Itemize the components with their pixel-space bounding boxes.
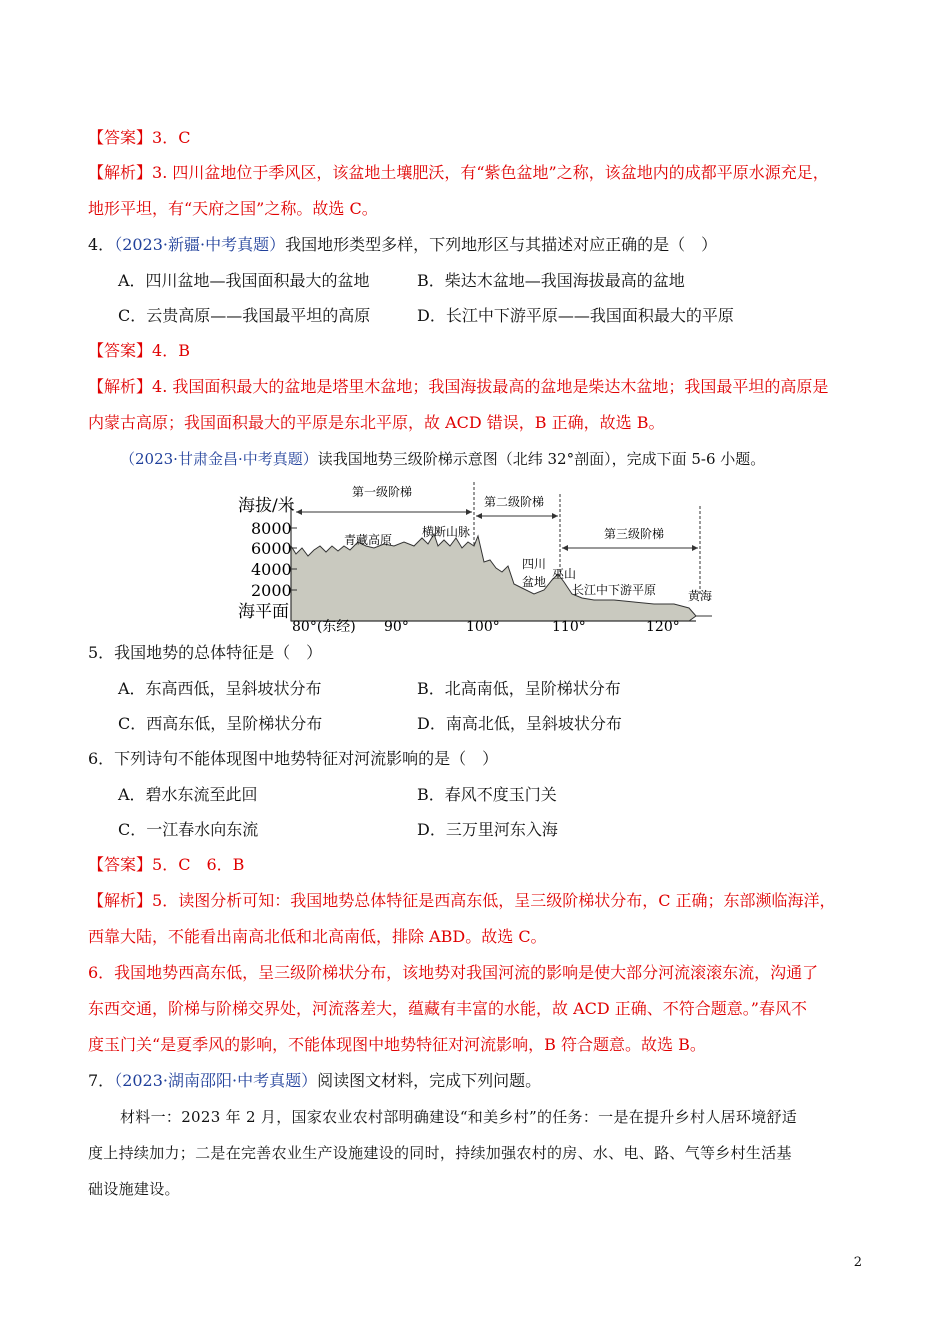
q5-option-c: C．西高东低，呈阶梯状分布	[118, 714, 323, 733]
q5-option-b: B．北高南低，呈阶梯状分布	[417, 679, 621, 698]
q5-option-a: A．东高西低，呈斜坡状分布	[118, 679, 322, 698]
q4-option-c: C．云贵高原——我国最平坦的高原	[118, 306, 371, 325]
q7-material-line2: 度上持续加力；二是在完善农业生产设施建设的同时，持续加强农村的房、水、电、路、气等乡村生活基	[88, 1144, 792, 1162]
q56-analysis-line2: 西靠大陆，不能看出南高北低和北高南低，排除 ABD。故选 C。	[88, 927, 547, 946]
y-tick-label: 2000	[251, 581, 292, 600]
y-tick-label: 4000	[251, 560, 292, 579]
q56-analysis-line3: 6．我国地势西高东低，呈三级阶梯状分布，该地势对我国河流的影响是使大部分河流滚滚东流，沟通了	[88, 963, 819, 982]
answer-text: 3．C	[152, 128, 191, 147]
q56-analysis-line5: 度玉门关“是夏季风的影响，不能体现图中地势特征对河流影响，B 符合题意。故选 B。	[88, 1035, 706, 1054]
step1-label: 第一级阶梯	[352, 485, 413, 499]
x-tick-label: 80°(东经)	[292, 619, 356, 634]
q5-stem: 5．我国地势的总体特征是（ ）	[88, 643, 323, 662]
q7-stem: 7．（2023·湖南邵阳·中考真题）阅读图文材料，完成下列问题。	[88, 1071, 542, 1090]
q3-answer	[88, 128, 190, 148]
terrain-profile-figure	[234, 476, 724, 634]
y-axis-title: 海拔/米	[238, 496, 295, 516]
step2-label: 第二级阶梯	[484, 495, 545, 509]
wushan-label: 巫山	[552, 567, 577, 581]
changjiang-plain-label: 长江中下游平原	[572, 583, 657, 597]
analysis-tag: 【解析】	[88, 163, 153, 182]
q4-stem: 4．（2023·新疆·中考真题）我国地形类型多样，下列地形区与其描述对应正确的是（ ）	[88, 235, 718, 254]
q4-analysis-line1: 【解析】4. 我国面积最大的盆地是塔里木盆地；我国海拔最高的盆地是柴达木盆地；我国最平坦的高原是	[88, 377, 829, 396]
answer-tag: 【答案】	[88, 128, 153, 147]
q56-answer: 【答案】5．C 6．B	[88, 855, 245, 874]
sichuan-label-line1: 四川	[522, 557, 547, 571]
y-tick-label: 6000	[251, 539, 292, 558]
x-tick-label: 120°	[646, 619, 680, 634]
q4-analysis-line2: 内蒙古高原；我国面积最大的平原是东北平原，故 ACD 错误，B 正确，故选 B。	[88, 413, 665, 432]
q4-option-d: D．长江中下游平原——我国面积最大的平原	[417, 306, 734, 325]
group56-stem: （2023·甘肃金昌·中考真题）读我国地势三级阶梯示意图（北纬 32°剖面），完成下面 5-6 小题。	[120, 450, 766, 468]
sea-level-label: 海平面	[238, 602, 289, 622]
q6-option-b: B．春风不度玉门关	[417, 785, 557, 804]
step3-label: 第三级阶梯	[604, 527, 665, 541]
y-tick-label: 8000	[251, 519, 292, 538]
question-source: （2023·湖南邵阳·中考真题）	[114, 1071, 318, 1090]
q4-option-b: B．柴达木盆地—我国海拔最高的盆地	[417, 271, 685, 290]
q4-answer: 【答案】4．B	[88, 341, 190, 360]
page-number: 2	[853, 1255, 862, 1270]
q56-analysis-line4: 东西交通，阶梯与阶梯交界处，河流落差大，蕴藏有丰富的水能，故 ACD 正确、不符合题意。”春风不	[88, 999, 807, 1018]
question-source: （2023·新疆·中考真题）	[114, 235, 286, 254]
q4-option-a: A．四川盆地—我国面积最大的盆地	[118, 271, 370, 290]
q5-option-d: D．南高北低，呈斜坡状分布	[417, 714, 622, 733]
huanghai-label: 黄海	[688, 589, 713, 603]
terrain-profile	[291, 534, 712, 621]
q7-material-line3: 础设施建设。	[88, 1180, 180, 1198]
q7-material-line1: 材料一：2023 年 2 月，国家农业农村部明确建设“和美乡村”的任务：一是在提升乡村人居环境舒适	[120, 1108, 798, 1126]
x-tick-label: 110°	[552, 619, 586, 634]
question-source: （2023·甘肃金昌·中考真题）	[120, 450, 318, 468]
q6-option-c: C．一江春水向东流	[118, 820, 259, 839]
hengduan-label: 横断山脉	[422, 525, 471, 539]
q6-stem: 6．下列诗句不能体现图中地势特征对河流影响的是（ ）	[88, 749, 499, 768]
sichuan-label-line2: 盆地	[522, 575, 547, 589]
x-tick-label: 90°	[384, 619, 409, 634]
qingzang-label: 青藏高原	[344, 533, 393, 547]
q3-analysis-line2: 地形平坦，有“天府之国”之称。故选 C。	[88, 199, 378, 218]
q6-option-a: A．碧水东流至此回	[118, 785, 258, 804]
q3-analysis-line1: 【解析】3. 四川盆地位于季风区，该盆地土壤肥沃，有“紫色盆地”之称，该盆地内的成都平原水源充足，	[88, 163, 829, 182]
q6-option-d: D．三万里河东入海	[417, 820, 558, 839]
x-tick-label: 100°	[466, 619, 500, 634]
q56-analysis-line1: 【解析】5．读图分析可知：我国地势总体特征是西高东低，呈三级阶梯状分布，C 正确；东部濒临海洋，	[88, 891, 836, 910]
